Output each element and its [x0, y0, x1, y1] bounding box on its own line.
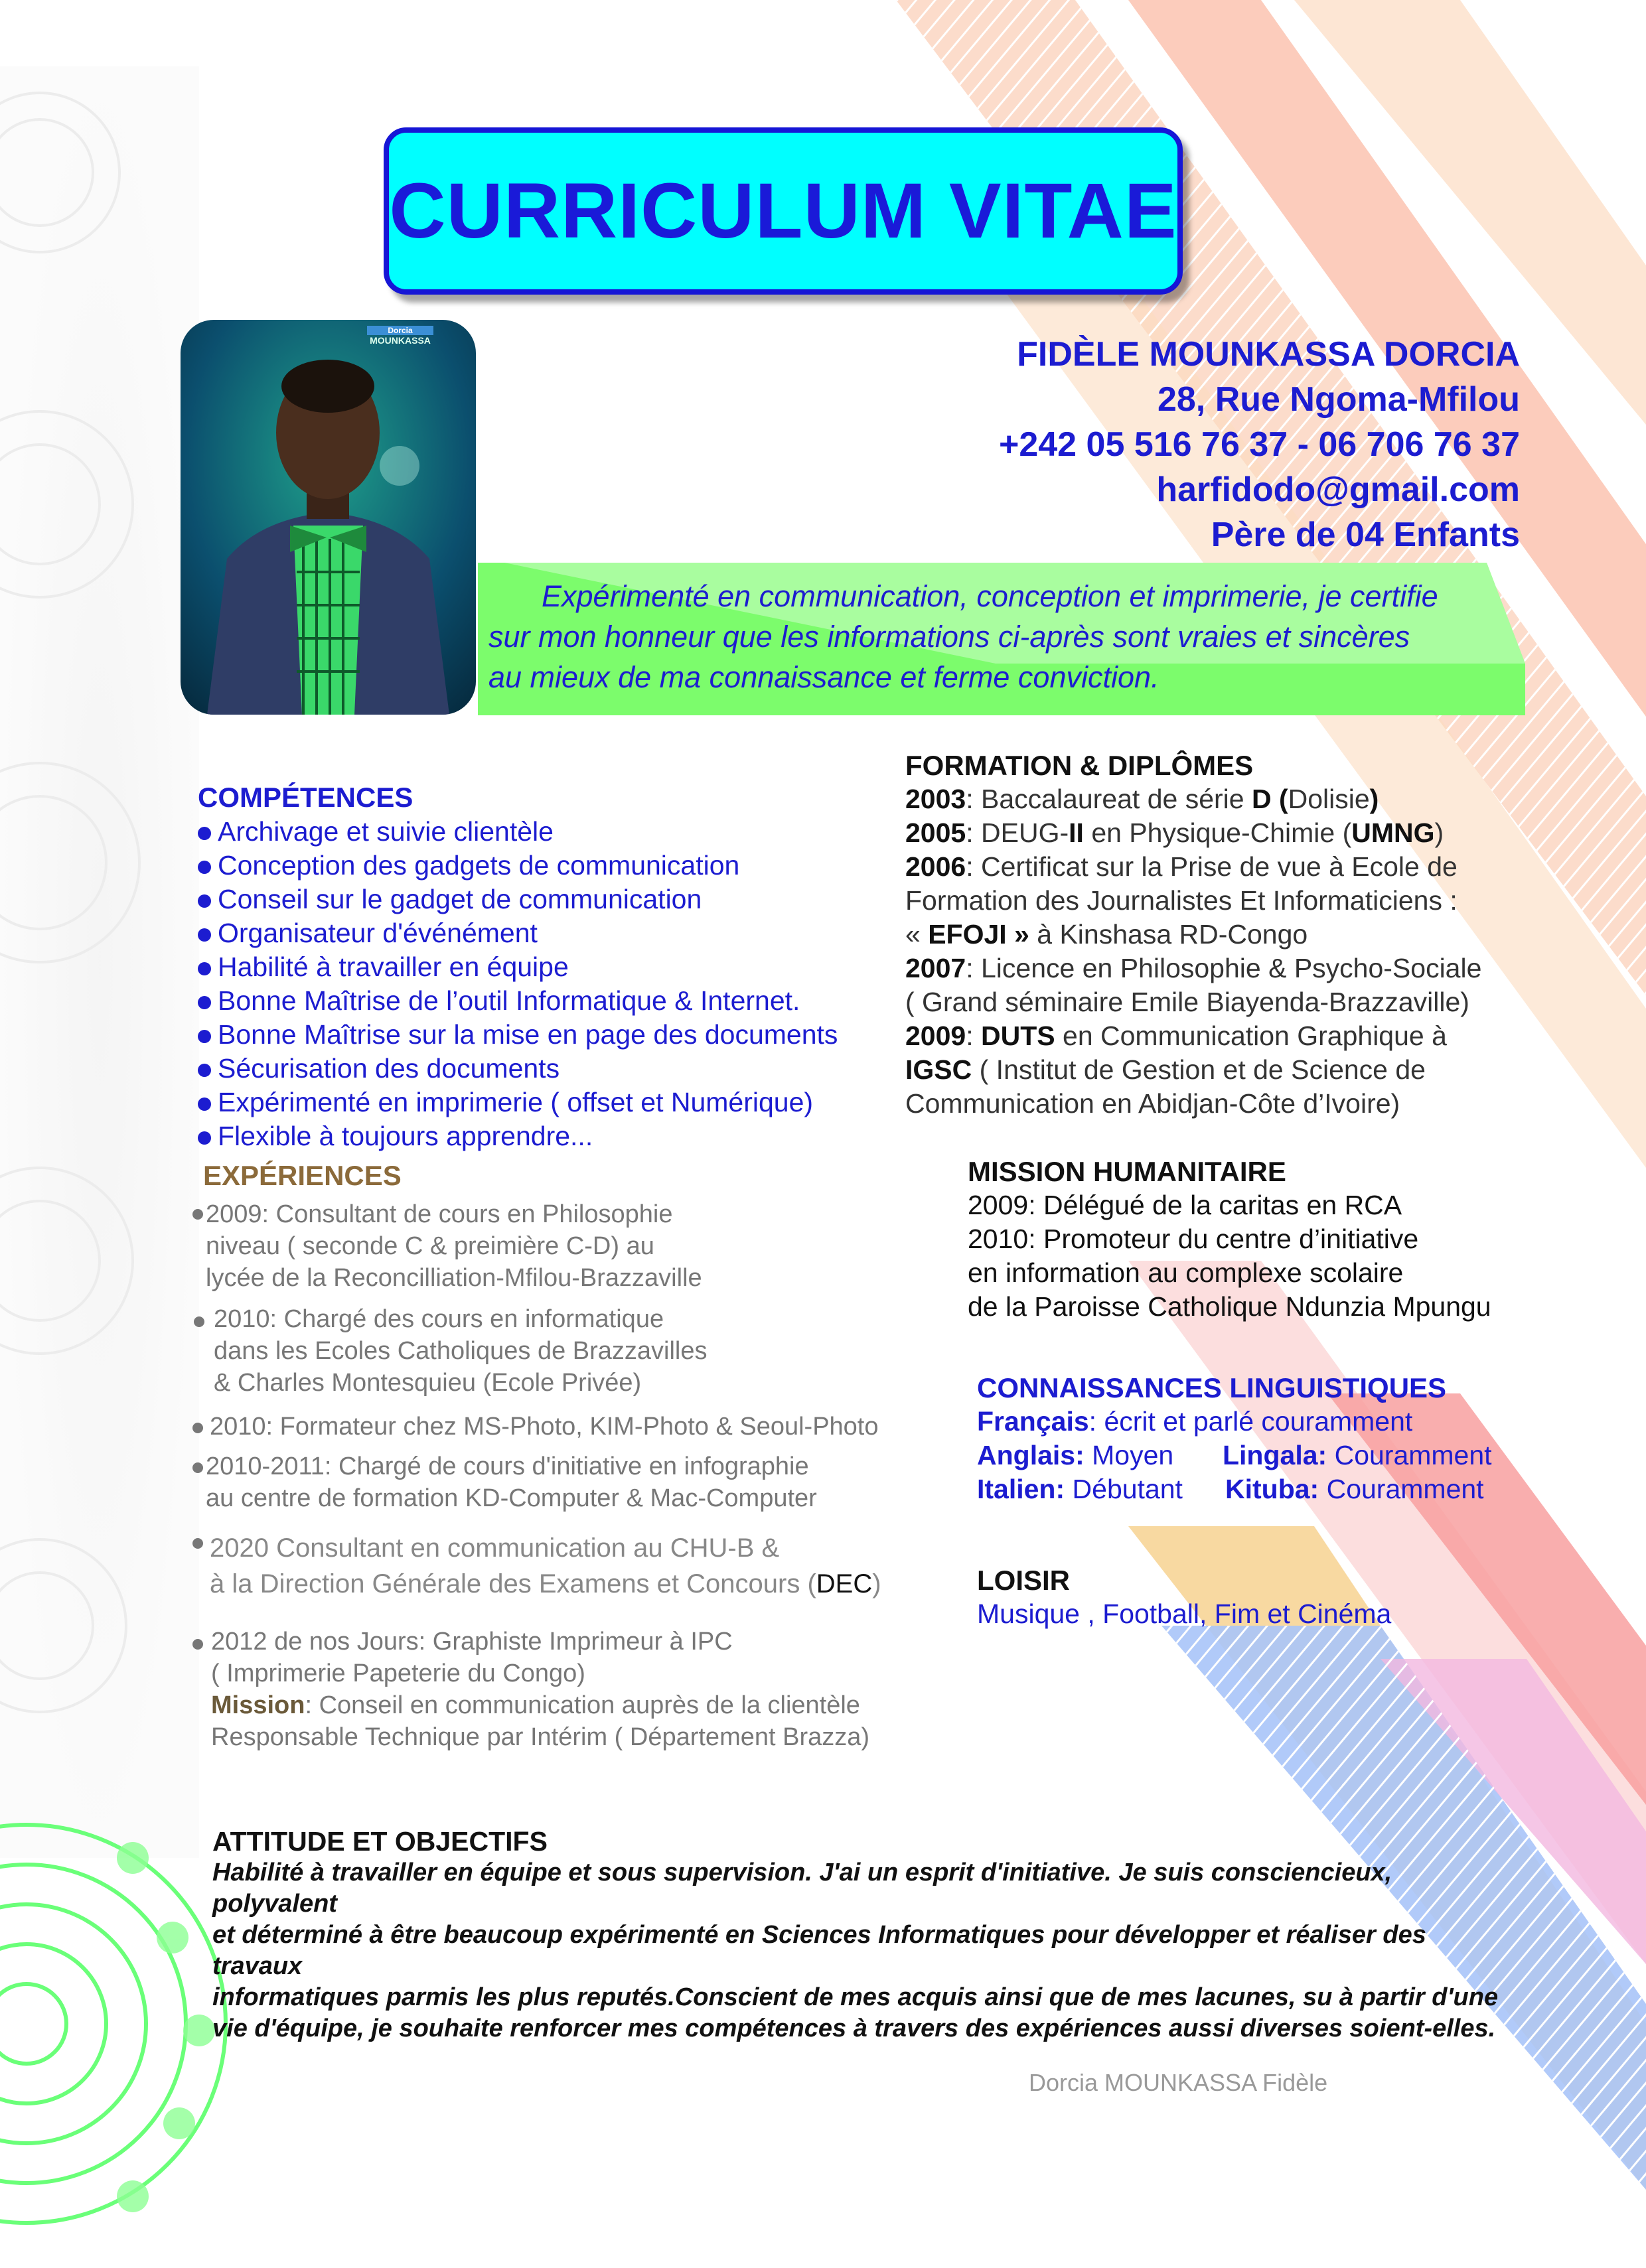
formation-line [905, 816, 1503, 850]
formation-line: Communication en Abidjan-Côte d’Ivoire) [905, 1088, 1400, 1119]
email: harfidodo@gmail.com [1156, 470, 1520, 509]
formation-line: Formation des Journalistes Et Informaticiens : [905, 885, 1458, 916]
formation-text: « [905, 919, 929, 950]
intro-line: Expérimenté en communication, conception et imprimerie, je certifie [542, 579, 1438, 613]
experience-item [210, 1411, 879, 1443]
languages-heading: CONNAISSANCES LINGUISTIQUES [977, 1372, 1447, 1403]
experience-text: : Conseil en communication auprès de la clientèle [305, 1691, 860, 1719]
formation-line [905, 782, 1503, 816]
experience-line: 2009: Consultant de cours en Philosophie [206, 1200, 673, 1228]
bullet-icon [198, 861, 211, 874]
photo-caption-top: Dorcia [367, 326, 433, 335]
intro-line: au mieux de ma connaissance et ferme conviction. [488, 660, 1160, 694]
year: 2005 [905, 817, 966, 848]
language-level: Couramment [1319, 1474, 1484, 1504]
page-title: CURRICULUM VITAE [389, 167, 1177, 255]
photo-caption [367, 326, 433, 346]
formation-text: ( Institut de Gestion et de Science de [972, 1054, 1426, 1085]
attitude-section [212, 1826, 1500, 2044]
formation-line [905, 1053, 1503, 1087]
family-status: Père de 04 Enfants [1211, 516, 1520, 554]
experience-item [210, 1530, 881, 1602]
list-item-text: Flexible à toujours apprendre... [218, 1121, 593, 1151]
year: 2006 [905, 851, 966, 882]
experience-line: ( Imprimerie Papeterie du Congo) [211, 1660, 585, 1687]
bullet-icon [198, 996, 211, 1009]
attitude-line: et déterminé à être beaucoup expérimenté en Sciences Informatiques pour développer et réaliser des travaux [212, 1921, 1426, 1980]
list-item-text: Expérimenté en imprimerie ( offset et Numérique) [218, 1087, 814, 1117]
bullet-icon [192, 1423, 203, 1433]
experience-line: 2010: Chargé des cours en informatique [214, 1305, 664, 1333]
bullet-icon [192, 1639, 203, 1650]
formation-heading: FORMATION & DIPLÔMES [905, 750, 1254, 781]
bullet-icon [192, 1462, 203, 1473]
contact-block [999, 332, 1520, 557]
intro-statement [488, 576, 1497, 697]
formation-line [905, 850, 1503, 884]
formation-bold: ) [1369, 784, 1379, 814]
formation-text: : Baccalaureat de série [966, 784, 1252, 814]
person-name: FIDÈLE MOUNKASSA DORCIA [1017, 335, 1520, 374]
bullet-icon [198, 928, 211, 942]
mission-line [968, 1188, 1565, 1222]
portrait-image [181, 320, 476, 715]
experience-line [211, 1689, 869, 1721]
experience-item [206, 1451, 817, 1514]
leisure-section [977, 1563, 1574, 1631]
profile-photo [181, 320, 476, 715]
formation-text: Dolisie [1288, 784, 1370, 814]
mission-line: en information au complexe scolaire [968, 1257, 1404, 1288]
formation-line [905, 1019, 1503, 1053]
bullet-icon [192, 1538, 203, 1549]
formation-text: : [966, 1021, 982, 1051]
formation-text: en Physique-Chimie ( [1083, 817, 1352, 848]
attitude-line: vie d'équipe, je souhaite renforcer mes compétences à travers des expériences aussi diverses soient-elles. [212, 2015, 1496, 2042]
attitude-line: Habilité à travailler en équipe et sous supervision. J'ai un esprit d'initiative. Je suis consciencieux, polyvalent [212, 1859, 1392, 1918]
list-item [198, 849, 895, 883]
list-item [198, 950, 895, 984]
list-item [198, 1018, 895, 1052]
list-item [198, 815, 895, 849]
mission-line: de la Paroisse Catholique Ndunzia Mpungu [968, 1291, 1491, 1322]
experience-line: niveau ( seconde C & preimière C-D) au [206, 1232, 654, 1260]
language-label: Kituba: [1225, 1474, 1319, 1504]
formation-text: : Certificat sur la Prise de vue à Ecole de [966, 851, 1458, 882]
formation-bold: UMNG [1351, 817, 1435, 848]
formation-text: à Kinshasa RD-Congo [1029, 919, 1308, 950]
formation-bold: DUTS [981, 1021, 1055, 1051]
experience-text: ) [872, 1569, 881, 1598]
phone: +242 05 516 76 37 - 06 706 76 37 [998, 425, 1520, 464]
language-label: Anglais: [977, 1440, 1085, 1470]
competences-section [198, 782, 895, 1153]
signature: Dorcia MOUNKASSA Fidèle [1029, 2069, 1328, 2096]
year: 2010 [968, 1224, 1029, 1254]
dec-label: DEC [816, 1569, 873, 1598]
list-item-text: Habilité à travailler en équipe [218, 952, 569, 982]
list-item-text: Conception des gadgets de communication [218, 850, 740, 881]
experience-item [206, 1198, 702, 1294]
competences-heading: COMPÉTENCES [198, 782, 413, 813]
list-item-text: Bonne Maîtrise de l’outil Informatique & Internet. [218, 985, 800, 1016]
language-level: Débutant [1065, 1474, 1183, 1504]
list-item [198, 984, 895, 1018]
title-box [384, 127, 1183, 295]
experience-line: & Charles Montesquieu (Ecole Privée) [214, 1369, 642, 1397]
list-item [198, 1052, 895, 1086]
experience-line: dans les Ecoles Catholiques de Brazzavilles [214, 1337, 708, 1365]
experience-line: 2010: Formateur chez MS-Photo, KIM-Photo & Seoul-Photo [210, 1413, 879, 1441]
language-label: Français [977, 1406, 1089, 1437]
bullet-icon [198, 1064, 211, 1077]
experience-line [210, 1566, 881, 1602]
list-item [198, 883, 895, 916]
bullet-icon [192, 1209, 203, 1220]
formation-line [905, 918, 1503, 952]
bullet-icon [194, 1316, 204, 1327]
language-line [977, 1405, 1574, 1439]
formation-text: : Licence en Philosophie & Psycho-Sociale [966, 953, 1482, 983]
formation-text: : DEUG- [966, 817, 1069, 848]
language-level: Couramment [1327, 1440, 1492, 1470]
experience-line: Responsable Technique par Intérim ( Département Brazza) [211, 1723, 870, 1751]
language-label: Italien: [977, 1474, 1065, 1504]
experiences-heading: EXPÉRIENCES [203, 1160, 402, 1191]
list-item-text: Organisateur d'événément [218, 918, 538, 948]
formation-bold: IGSC [905, 1054, 972, 1085]
bullet-icon [198, 827, 211, 840]
experience-line: 2010-2011: Chargé de cours d'initiative en infographie [206, 1453, 809, 1480]
formation-line: ( Grand séminaire Emile Biayenda-Brazzaville) [905, 987, 1469, 1017]
language-label: Lingala: [1223, 1440, 1327, 1470]
language-level: : écrit et parlé couramment [1088, 1406, 1413, 1437]
mission-label: Mission [211, 1691, 305, 1719]
languages-section [977, 1371, 1574, 1506]
address: 28, Rue Ngoma-Mfilou [1157, 380, 1520, 419]
attitude-line: informatiques parmis les plus reputés.Conscient de mes acquis ainsi que de mes lacunes, su à partir d'une [212, 1983, 1499, 2011]
experience-line: 2012 de nos Jours: Graphiste Imprimeur à IPC [211, 1628, 733, 1656]
list-item [198, 1119, 895, 1153]
bullet-icon [198, 1098, 211, 1111]
attitude-heading: ATTITUDE ET OBJECTIFS [212, 1826, 548, 1857]
bullet-icon [198, 1030, 211, 1043]
language-level: Moyen [1084, 1440, 1174, 1470]
formation-bold: EFOJI » [928, 919, 1029, 950]
experience-line: au centre de formation KD-Computer & Mac-Computer [206, 1484, 817, 1512]
list-item-text: Archivage et suivie clientèle [218, 816, 554, 847]
formation-bold: II [1069, 817, 1084, 848]
experience-line: lycée de la Reconcilliation-Mfilou-Brazzaville [206, 1264, 702, 1292]
mission-text: : Délégué de la caritas en RCA [1028, 1190, 1402, 1220]
intro-line: sur mon honneur que les informations ci-après sont vraies et sincères [488, 620, 1410, 654]
year: 2003 [905, 784, 966, 814]
experience-line: 2020 Consultant en communication au CHU-B & [210, 1533, 780, 1563]
list-item-text: Bonne Maîtrise sur la mise en page des documents [218, 1019, 838, 1050]
mission-line [968, 1222, 1565, 1256]
formation-text: en Communication Graphique à [1055, 1021, 1447, 1051]
language-line [977, 1472, 1574, 1506]
mission-section [968, 1155, 1565, 1324]
list-item [198, 1086, 895, 1119]
language-line [977, 1439, 1574, 1472]
bullet-icon [198, 1131, 211, 1145]
list-item [198, 916, 895, 950]
formation-bold: D ( [1251, 784, 1288, 814]
formation-text: ) [1434, 817, 1444, 848]
bullet-icon [198, 894, 211, 908]
formation-section [905, 748, 1503, 1121]
year: 2007 [905, 953, 966, 983]
leisure-heading: LOISIR [977, 1565, 1071, 1596]
mission-text: : Promoteur du centre d’initiative [1028, 1224, 1419, 1254]
photo-caption-bottom: MOUNKASSA [370, 335, 431, 346]
list-item-text: Conseil sur le gadget de communication [218, 884, 702, 914]
experience-text: à la Direction Générale des Examens et Concours ( [210, 1569, 816, 1598]
experience-item [214, 1303, 708, 1399]
experience-item [211, 1626, 869, 1753]
leisure-text: Musique , Football, Fim et Cinéma [977, 1598, 1392, 1629]
formation-line [905, 952, 1503, 985]
list-item-text: Sécurisation des documents [218, 1053, 560, 1084]
bullet-icon [198, 962, 211, 975]
year: 2009 [905, 1021, 966, 1051]
year: 2009 [968, 1190, 1029, 1220]
mission-heading: MISSION HUMANITAIRE [968, 1156, 1286, 1187]
